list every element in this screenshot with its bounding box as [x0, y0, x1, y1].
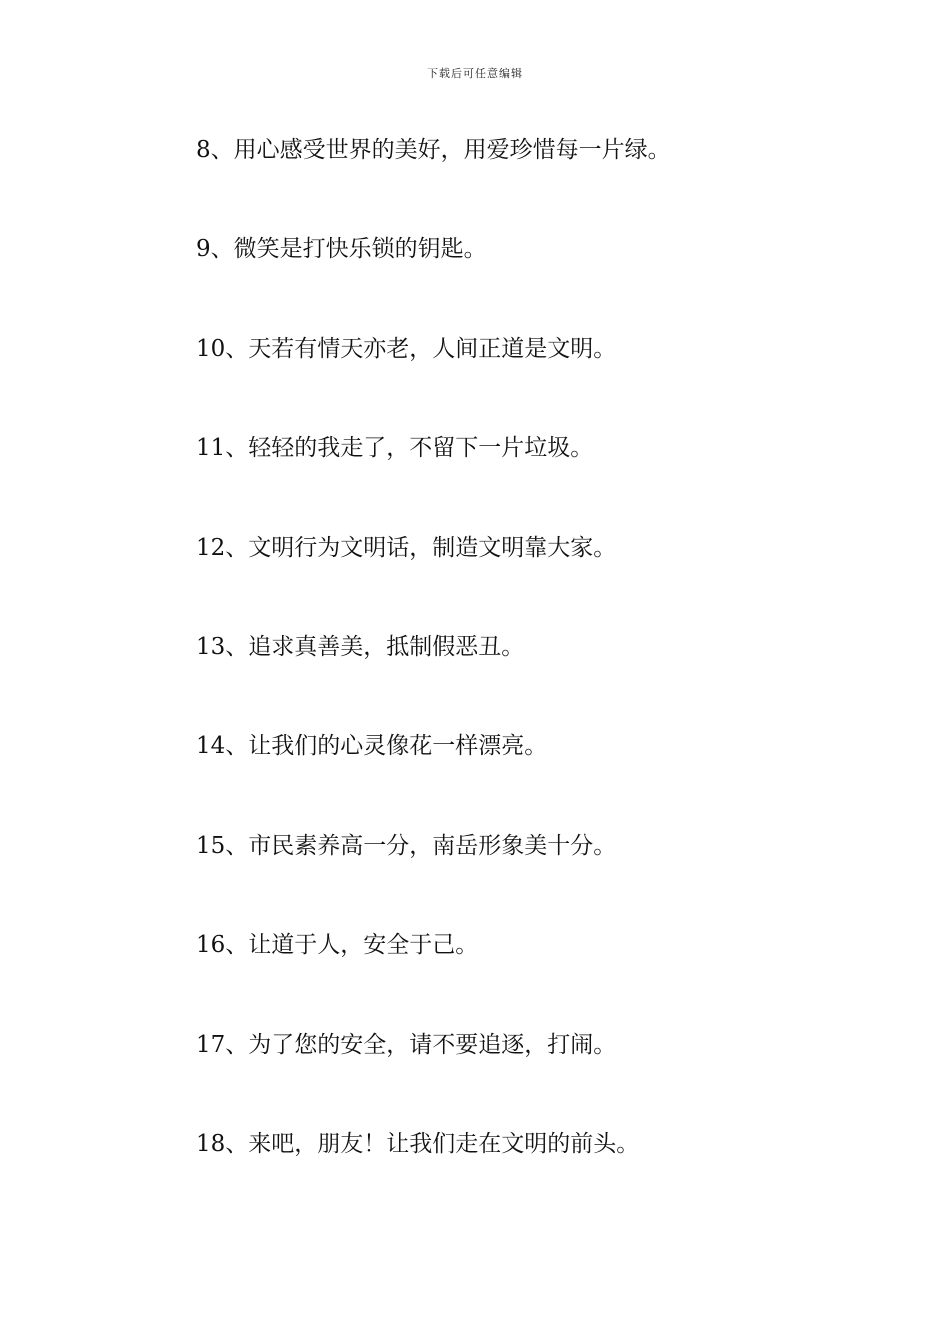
page-header: 下载后可任意编辑 [427, 67, 523, 80]
slogan-line: 11、轻轻的我走了，不留下一片垃圾。 [196, 435, 594, 461]
slogan-line: 8、用心感受世界的美好，用爱珍惜每一片绿。 [196, 137, 671, 163]
slogan-line: 18、来吧，朋友！让我们走在文明的前头。 [196, 1131, 640, 1157]
slogan-line: 13、追求真善美，抵制假恶丑。 [196, 634, 525, 660]
slogan-line: 9、微笑是打快乐锁的钥匙。 [196, 236, 487, 262]
slogan-line: 15、市民素养高一分，南岳形象美十分。 [196, 833, 617, 859]
slogan-line: 17、为了您的安全，请不要追逐，打闹。 [196, 1032, 617, 1058]
slogan-line: 12、文明行为文明话，制造文明靠大家。 [196, 535, 617, 561]
slogan-line: 16、让道于人，安全于己。 [196, 932, 479, 958]
slogan-line: 14、让我们的心灵像花一样漂亮。 [196, 733, 548, 759]
slogan-line: 10、天若有情天亦老，人间正道是文明。 [196, 336, 617, 362]
